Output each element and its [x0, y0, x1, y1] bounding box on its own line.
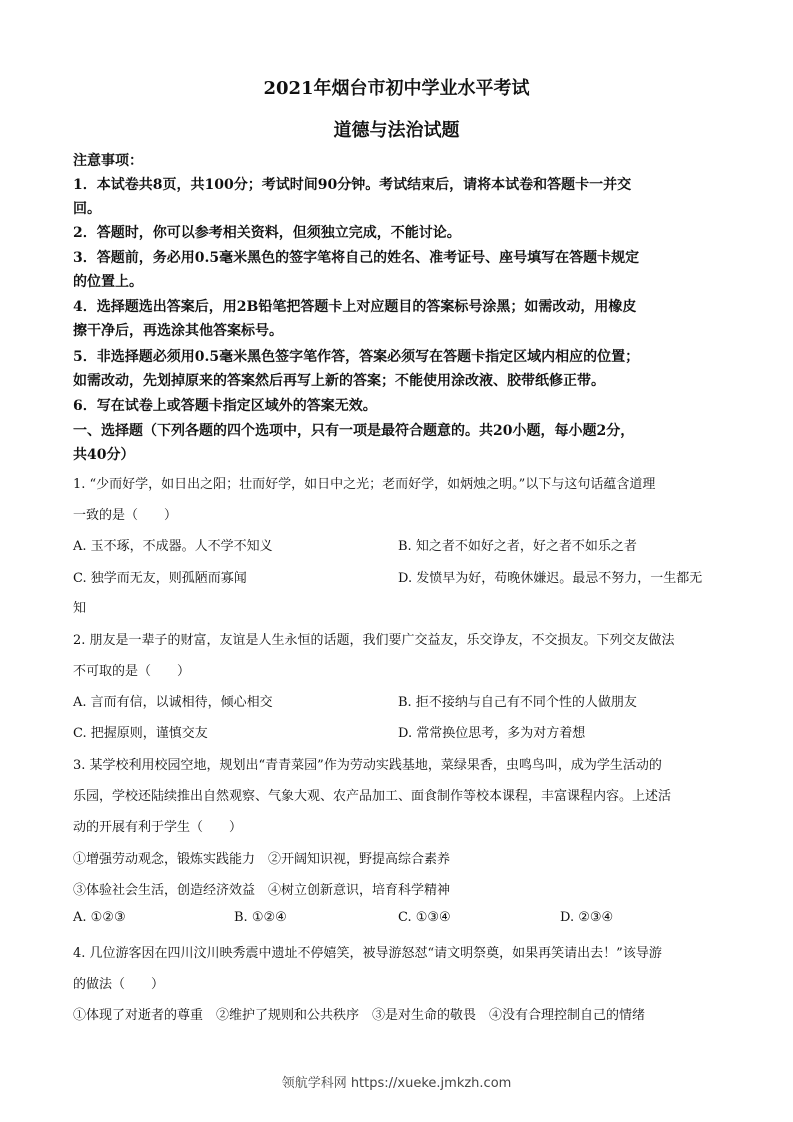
- question-1-option-c: C. 独学而无友，则孤陋而寡闻: [73, 571, 247, 586]
- question-3-option-c: C. ①③④: [398, 910, 451, 925]
- question-3-option-a: A. ①②③: [73, 910, 126, 925]
- question-2-option-c: C. 把握原则，谨慎交友: [73, 726, 208, 741]
- question-2-text: 不可取的是（ ）: [73, 664, 191, 679]
- note-line: 如需改动，先划掉原来的答案然后再写上新的答案；不能使用涂改液、胶带纸修正带。: [73, 373, 605, 389]
- question-2-option-a: A. 言而有信，以诚相待，倾心相交: [73, 695, 273, 710]
- note-line: 回。: [73, 201, 101, 217]
- question-2-option-d: D. 常常换位思考，多为对方着想: [398, 726, 586, 741]
- question-1-option-a: A. 玉不琢，不成器。人不学不知义: [73, 539, 273, 554]
- question-2-text: 2. 朋友是一辈子的财富，友谊是人生永恒的话题，我们要广交益友，乐交诤友，不交损友。下列交友做法: [73, 633, 675, 648]
- question-3-text: 动的开展有利于学生（ ）: [73, 820, 243, 835]
- note-line: 擦干净后，再选涂其他答案标号。: [73, 323, 283, 339]
- note-line: 1．本试卷共8页，共100分；考试时间90分钟。考试结束后，请将本试卷和答题卡一并交: [73, 177, 632, 193]
- question-3-option-b: B. ①②④: [234, 910, 287, 925]
- question-3-statement: ①增强劳动观念，锻炼实践能力 ②开阔知识视，野提高综合素养: [73, 852, 451, 867]
- note-line: 5．非选择题必须用0.5毫米黑色签字笔作答，答案必须写在答题卡指定区域内相应的位置；: [73, 349, 640, 365]
- question-1-text: 1. “少而好学，如日出之阳；壮而好学，如日中之光；老而好学，如炳烛之明。”以下与这句话蕴含道理: [73, 477, 656, 492]
- question-1-option-b: B. 知之者不如好之者，好之者不如乐之者: [398, 539, 637, 554]
- notes-heading: 注意事项：: [73, 153, 143, 169]
- exam-title: 2021年烟台市初中学业水平考试: [263, 78, 530, 99]
- question-1-option-d: D. 发愤早为好，苟晚休嫌迟。最忌不努力，一生都无: [398, 571, 703, 586]
- question-4-text: 的做法（ ）: [73, 977, 165, 992]
- question-3-option-d: D. ②③④: [560, 910, 614, 925]
- exam-subject-title: 道德与法治试题: [333, 120, 460, 141]
- section-heading: 共40分）: [73, 447, 135, 463]
- note-line: 的位置上。: [73, 274, 143, 290]
- question-1-option-d-wrap: 知: [73, 601, 87, 616]
- question-1-text: 一致的是（ ）: [73, 508, 178, 523]
- note-line: 4．选择题选出答案后，用2B铅笔把答题卡上对应题目的答案标号涂黑；如需改动，用橡皮: [73, 299, 637, 315]
- question-4-statement: ①体现了对逝者的尊重 ②维护了规则和公共秩序 ③是对生命的敬畏 ④没有合理控制自己的情绪: [73, 1008, 646, 1023]
- footer-watermark: 领航学科网 https://xueke.jmkzh.com: [281, 1076, 512, 1091]
- section-heading: 一、选择题（下列各题的四个选项中，只有一项是最符合题意的。共20小题，每小题2分，: [73, 423, 635, 439]
- note-line: 6．写在试卷上或答题卡指定区域外的答案无效。: [73, 398, 377, 414]
- note-line: 2．答题时，你可以参考相关资料，但须独立完成，不能讨论。: [73, 225, 461, 241]
- question-4-text: 4. 几位游客因在四川汶川映秀震中遗址不停嬉笑，被导游怒怼“请文明祭奠，如果再笑请出去！”该导游: [73, 946, 662, 961]
- question-3-text: 3. 某学校利用校园空地，规划出“青青菜园”作为劳动实践基地，菜绿果香，虫鸣鸟叫，成为学生活动的: [73, 758, 662, 773]
- question-2-option-b: B. 拒不接纳与自己有不同个性的人做朋友: [398, 695, 637, 710]
- question-3-statement: ③体验社会生活，创造经济效益 ④树立创新意识，培育科学精神: [73, 883, 451, 898]
- question-3-text: 乐园，学校还陆续推出自然观察、气象大观、农产品加工、面食制作等校本课程，丰富课程内容。上述活: [73, 789, 672, 804]
- note-line: 3．答题前，务必用0.5毫米黑色的签字笔将自己的姓名、准考证号、座号填写在答题卡规定: [73, 250, 640, 266]
